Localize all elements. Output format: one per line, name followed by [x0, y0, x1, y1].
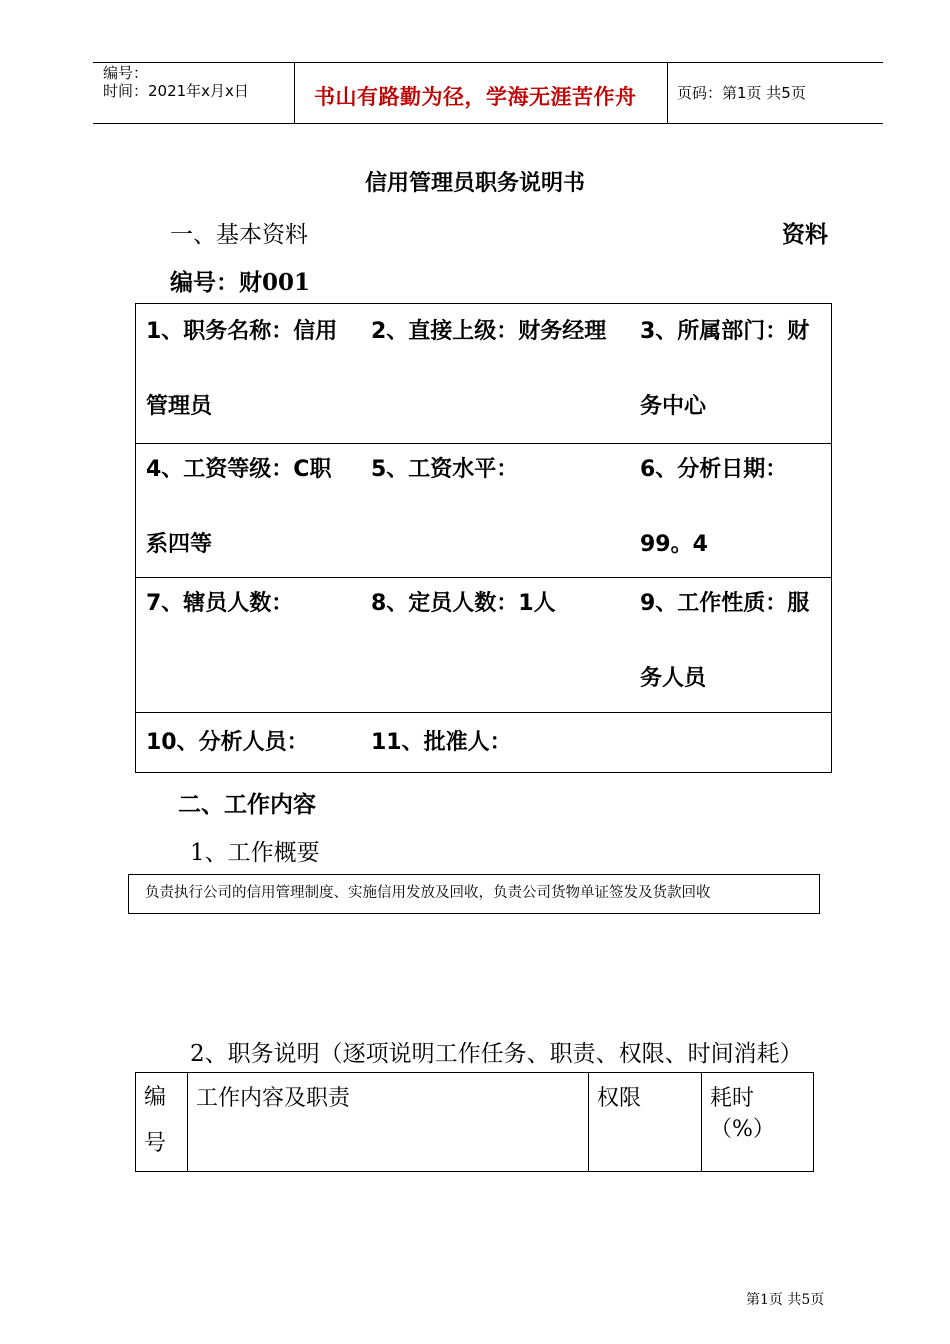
document-title: 信用管理员职务说明书	[364, 171, 585, 196]
document-code: 编号：财001	[170, 269, 311, 296]
header-page-info: 页码：第1页 共5页	[677, 84, 806, 102]
duty-header-time: 耗时（%）	[702, 1073, 814, 1172]
header-motto: 书山有路勤为径，学海无涯苦作舟	[314, 85, 637, 109]
info-cell-2-3: 6、分析日期： 99。4	[640, 457, 788, 557]
info-cell-2-1: 4、工资等级：C职 系四等	[146, 457, 332, 557]
section2-heading: 二、工作内容	[178, 791, 316, 818]
basic-info-table	[135, 303, 832, 773]
info-cell-3-1: 7、辖员人数：	[146, 591, 294, 616]
info-cell-3-3: 9、工作性质：服 务人员	[640, 591, 810, 691]
section1-side-label: 资料	[782, 221, 828, 248]
info-cell-1-1: 1、职务名称：信用 管理员	[146, 319, 338, 419]
header-bottom-line	[93, 123, 883, 124]
summary-box	[128, 874, 820, 914]
section1-heading: 一、基本资料	[170, 222, 308, 248]
info-cell-3-2: 8、定员人数：1人	[371, 591, 556, 616]
info-cell-4-1: 10、分析人员：	[146, 730, 309, 755]
summary-heading: 1、工作概要	[190, 840, 320, 866]
header-divider-2	[667, 62, 668, 123]
header-number-label: 编号：	[103, 64, 149, 82]
info-cell-4-2: 11、批准人：	[371, 730, 512, 755]
info-cell-1-3: 3、所属部门：财 务中心	[640, 319, 810, 419]
duty-header-authority: 权限	[589, 1073, 702, 1172]
info-cell-1-2: 2、直接上级：财务经理	[371, 319, 607, 344]
header-divider-1	[294, 62, 295, 123]
duty-header-content: 工作内容及职责	[188, 1073, 589, 1172]
summary-text: 负责执行公司的信用管理制度、实施信用发放及回收，负责公司货物单证签发及货款回收	[145, 885, 711, 901]
footer-page-number: 第1页 共5页	[746, 1292, 825, 1308]
info-cell-2-2: 5、工资水平：	[371, 457, 519, 482]
duties-heading: 2、职务说明（逐项说明工作任务、职责、权限、时间消耗）	[190, 1041, 803, 1067]
header-top-line	[93, 62, 883, 63]
duty-header-number: 编 号	[136, 1073, 188, 1172]
duty-table	[135, 1072, 814, 1172]
header-time-label: 时间：2021年x月x日	[103, 82, 249, 100]
